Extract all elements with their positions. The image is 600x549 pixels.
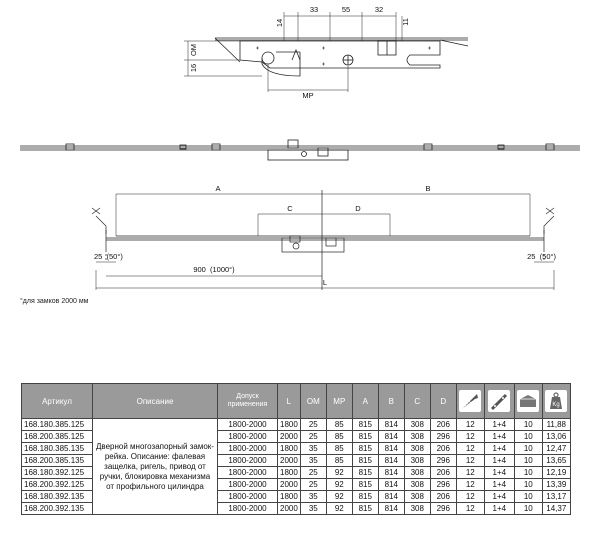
lock-detail-view [184,12,468,92]
cell-pack: 10 [514,443,542,455]
cell-screws: 12 [456,479,484,491]
cell-screws: 12 [456,491,484,503]
cell-b: 814 [378,455,404,467]
cell-tolerance: 1800-2000 [218,455,278,467]
cell-a: 815 [352,455,378,467]
cell-strips: 1+4 [484,455,514,467]
cell-b: 814 [378,479,404,491]
cell-d: 206 [430,467,456,479]
table-row [22,419,571,431]
cell-screws: 12 [456,503,484,515]
table-header-row [22,384,571,419]
cell-mp: 92 [326,467,352,479]
cell-b: 814 [378,443,404,455]
lock-rail-view [20,140,580,160]
key-strip-icon [488,390,510,412]
spec-table [21,383,571,515]
cell-screws: 12 [456,455,484,467]
cell-weight: 11,88 [542,419,570,431]
cell-screws: 12 [456,419,484,431]
header-box [514,384,542,419]
cell-article: 168.180.392.125 [22,467,93,479]
cell-weight: 12,47 [542,443,570,455]
cell-b: 814 [378,467,404,479]
header-d: D [430,384,456,419]
cell-pack: 10 [514,479,542,491]
box-icon [517,390,539,412]
dim-14: 14 [275,18,284,28]
cell-om: 25 [300,467,326,479]
cell-screws: 12 [456,431,484,443]
dim-32: 32 [374,5,384,14]
cell-c: 308 [404,479,430,491]
label-center-dist: 900 (1000°) [193,265,235,274]
cell-om: 35 [300,455,326,467]
cell-strips: 1+4 [484,479,514,491]
dim-om: OM [189,43,198,57]
cell-weight: 14,37 [542,503,570,515]
header-strip [484,384,514,419]
cell-a: 815 [352,431,378,443]
weight-icon-text: Kg [552,402,560,408]
header-b: B [378,384,404,419]
cell-l: 1800 [278,491,301,503]
cell-weight: 13,65 [542,455,570,467]
dim-33: 33 [309,5,319,14]
header-weight [542,384,570,419]
cell-weight: 13,17 [542,491,570,503]
cell-a: 815 [352,479,378,491]
cell-b: 814 [378,419,404,431]
label-right-offset: 25 (50°) [527,252,556,261]
cell-tolerance: 1800-2000 [218,503,278,515]
cell-a: 815 [352,503,378,515]
label-b: B [425,184,431,193]
cell-strips: 1+4 [484,491,514,503]
cell-mp: 92 [326,491,352,503]
header-mp: MP [326,384,352,419]
cell-l: 1800 [278,419,301,431]
cell-pack: 10 [514,419,542,431]
label-a: A [215,184,221,193]
cell-l: 2000 [278,431,301,443]
weight-icon [545,390,567,412]
cell-c: 308 [404,467,430,479]
lock-schematic-view [92,190,554,290]
cell-l: 2000 [278,455,301,467]
header-description: Описание [93,384,218,419]
label-l: L [322,278,328,287]
cell-tolerance: 1800-2000 [218,479,278,491]
cell-d: 206 [430,419,456,431]
cell-screws: 12 [456,467,484,479]
screw-icon [459,390,481,412]
header-tolerance: Допуск применения [218,384,278,419]
cell-d: 296 [430,455,456,467]
header-l: L [278,384,301,419]
cell-b: 814 [378,503,404,515]
cell-b: 814 [378,491,404,503]
cell-l: 2000 [278,479,301,491]
cell-c: 308 [404,431,430,443]
cell-a: 815 [352,419,378,431]
header-a: A [352,384,378,419]
cell-strips: 1+4 [484,419,514,431]
cell-pack: 10 [514,431,542,443]
cell-om: 35 [300,503,326,515]
cell-c: 308 [404,443,430,455]
cell-a: 815 [352,467,378,479]
cell-c: 308 [404,419,430,431]
cell-weight: 13,06 [542,431,570,443]
cell-mp: 85 [326,455,352,467]
cell-strips: 1+4 [484,503,514,515]
cell-l: 1800 [278,443,301,455]
cell-tolerance: 1800-2000 [218,467,278,479]
cell-screws: 12 [456,443,484,455]
cell-tolerance: 1800-2000 [218,419,278,431]
label-left-offset: 25 (50°) [94,252,123,261]
header-article: Артикул [22,384,93,419]
cell-l: 1800 [278,467,301,479]
dim-11: 11 [401,18,410,26]
header-c: C [404,384,430,419]
cell-mp: 85 [326,443,352,455]
label-d: D [355,204,361,213]
dim-mp: MP [302,91,314,100]
cell-weight: 12,19 [542,467,570,479]
cell-article: 168.180.392.135 [22,491,93,503]
cell-article: 168.200.385.125 [22,431,93,443]
cell-l: 2000 [278,503,301,515]
detail-dimension-labels [189,5,410,100]
dim-16: 16 [189,63,198,73]
cell-strips: 1+4 [484,467,514,479]
schematic-dimension-labels [94,184,556,287]
cell-om: 25 [300,431,326,443]
cell-b: 814 [378,431,404,443]
footnote: °для замков 2000 мм [20,298,89,305]
cell-tolerance: 1800-2000 [218,431,278,443]
cell-strips: 1+4 [484,431,514,443]
cell-pack: 10 [514,503,542,515]
cell-c: 308 [404,503,430,515]
cell-d: 296 [430,479,456,491]
cell-tolerance: 1800-2000 [218,443,278,455]
cell-article: 168.200.392.125 [22,479,93,491]
cell-article: 168.180.385.125 [22,419,93,431]
cell-pack: 10 [514,467,542,479]
cell-d: 206 [430,491,456,503]
cell-a: 815 [352,491,378,503]
cell-tolerance: 1800-2000 [218,491,278,503]
cell-pack: 10 [514,455,542,467]
cell-om: 35 [300,491,326,503]
cell-c: 308 [404,455,430,467]
cell-mp: 85 [326,431,352,443]
cell-mp: 92 [326,479,352,491]
cell-d: 296 [430,503,456,515]
cell-c: 308 [404,491,430,503]
cell-om: 25 [300,419,326,431]
cell-article: 168.180.385.135 [22,443,93,455]
label-c: C [287,204,293,213]
header-om: OM [300,384,326,419]
cell-a: 815 [352,443,378,455]
cell-mp: 85 [326,419,352,431]
cell-om: 25 [300,479,326,491]
cell-d: 296 [430,431,456,443]
cell-article: 168.200.385.135 [22,455,93,467]
cell-description: Дверной многозапорный замок-рейка. Описание: фалевая защелка, ригель, привод от ручки, блокировка механизма от профильного цилиндра [93,419,218,515]
dim-55: 55 [341,5,351,14]
cell-weight: 13,39 [542,479,570,491]
cell-mp: 92 [326,503,352,515]
cell-strips: 1+4 [484,443,514,455]
cell-article: 168.200.392.135 [22,503,93,515]
cell-d: 206 [430,443,456,455]
cell-pack: 10 [514,491,542,503]
header-screw [456,384,484,419]
cell-om: 35 [300,443,326,455]
